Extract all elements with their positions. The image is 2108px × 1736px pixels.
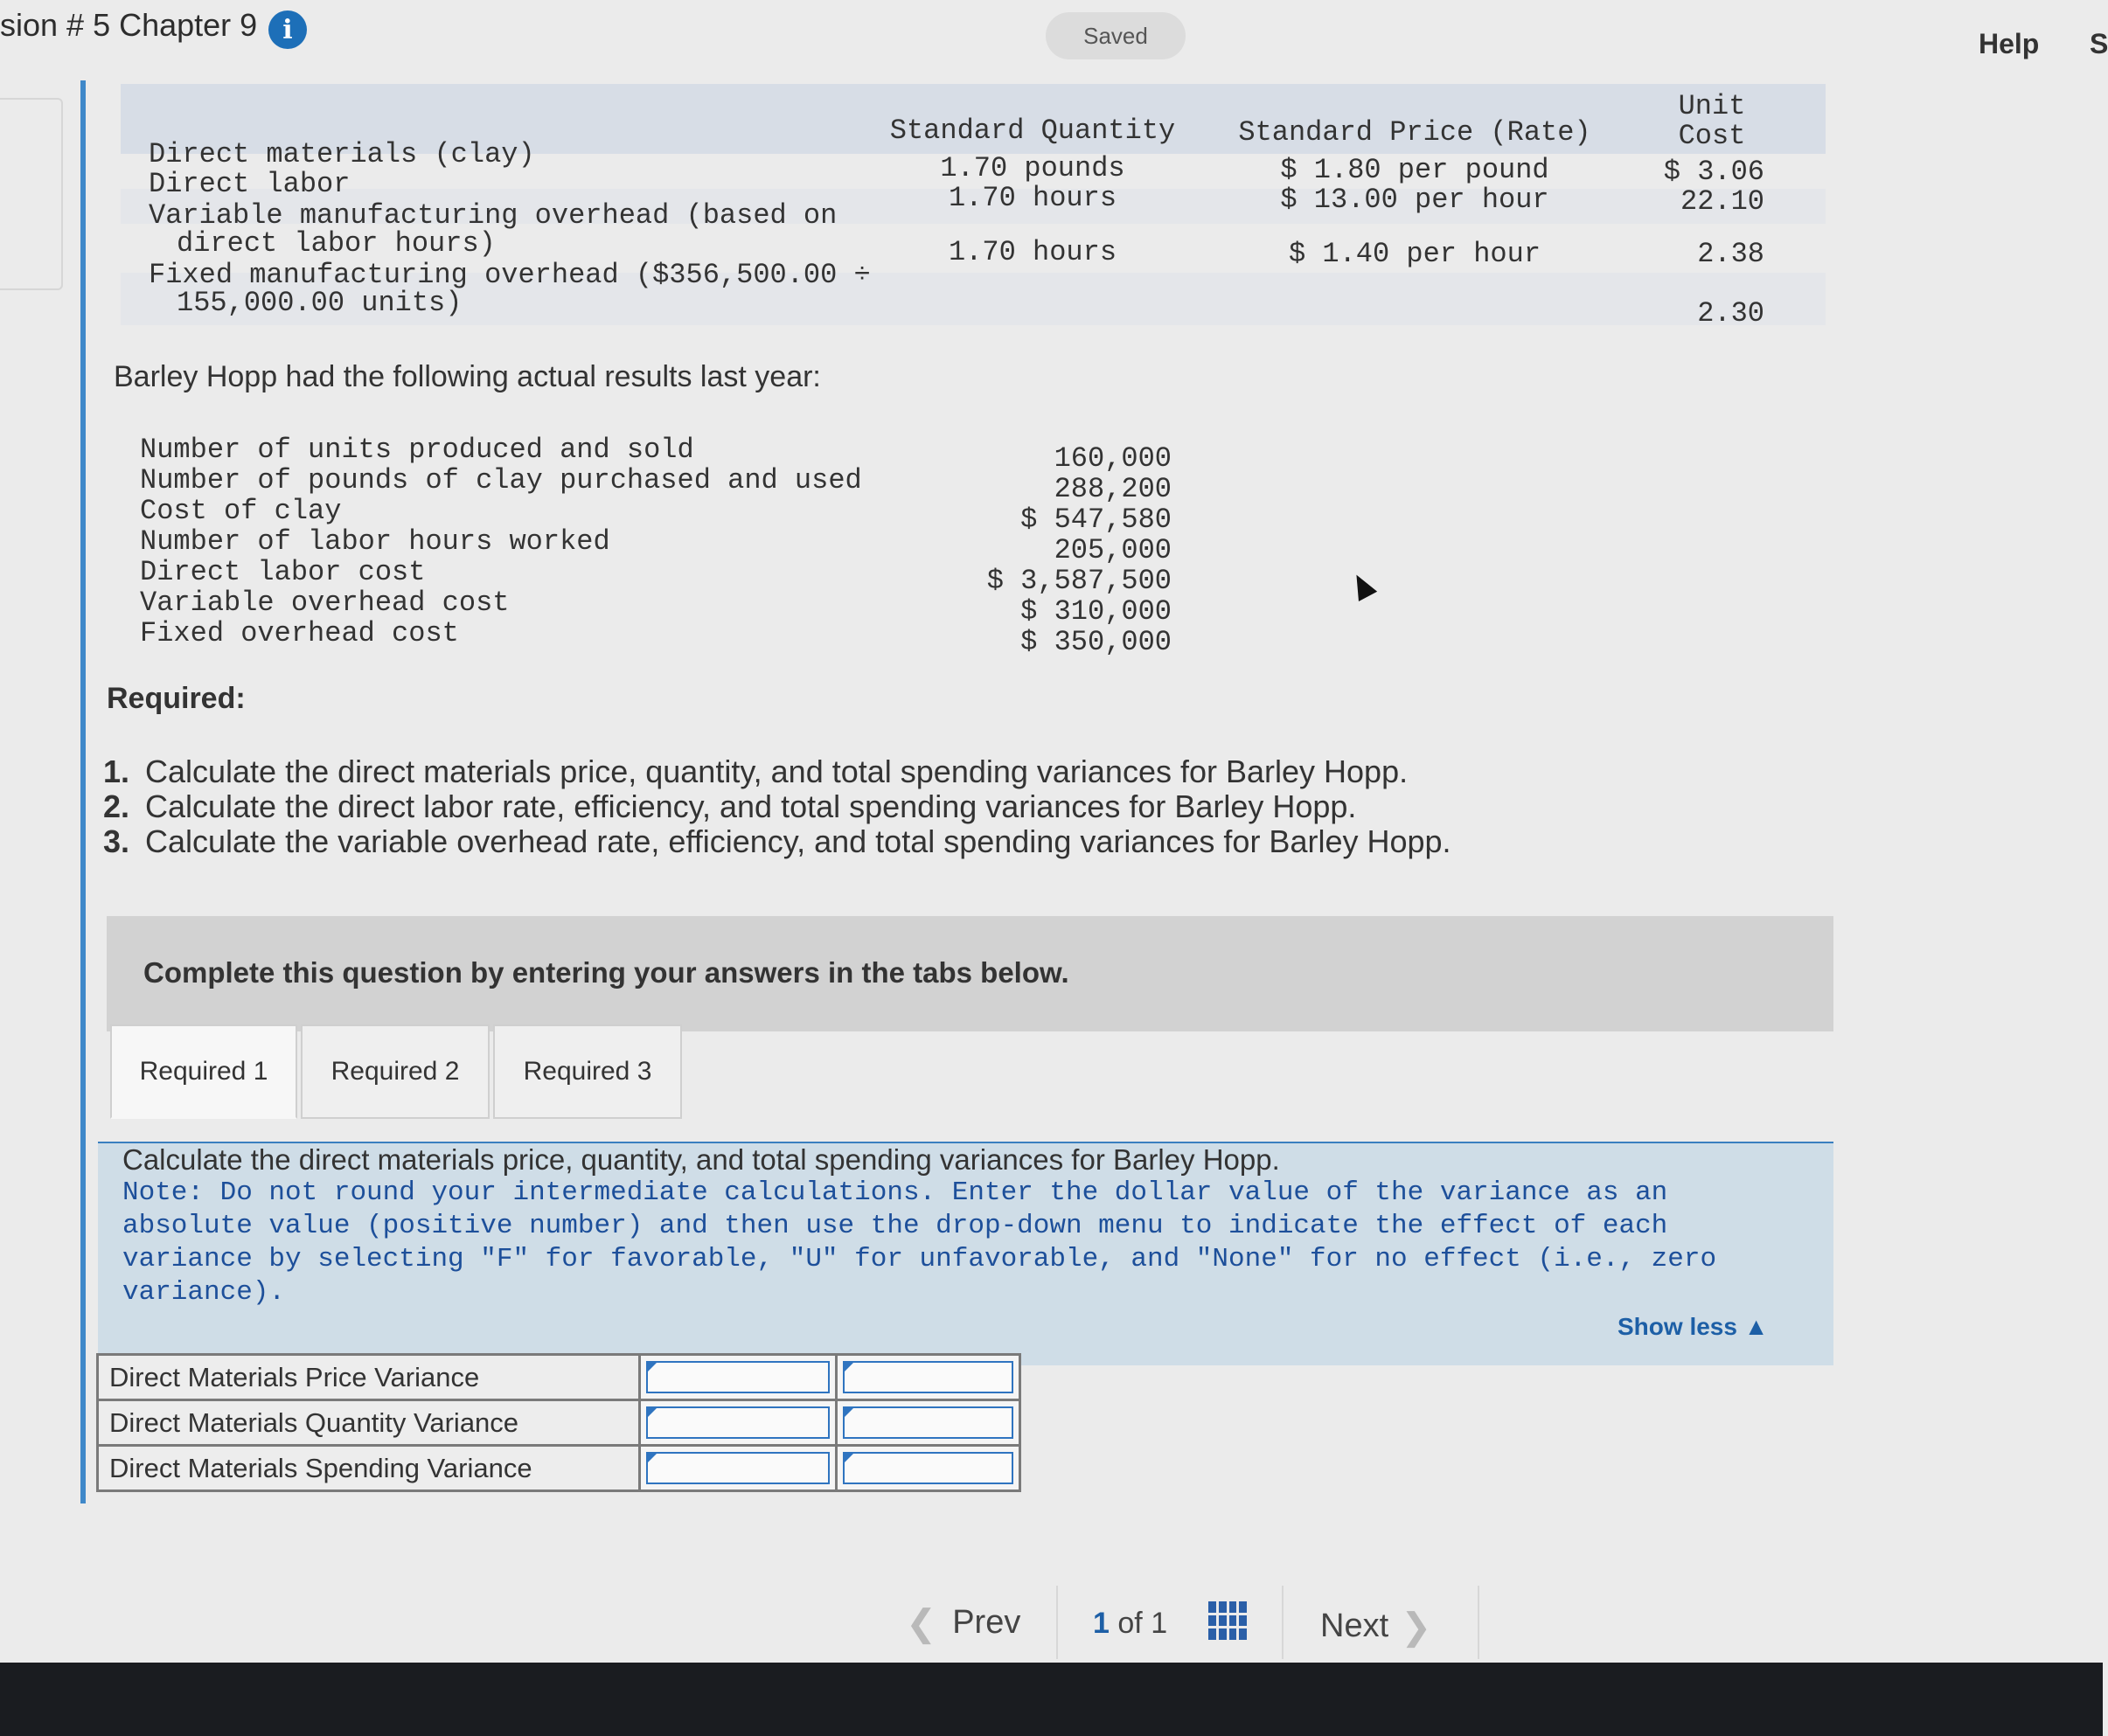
panel-prompt: Calculate the direct materials price, quantity, and total spending variances for Barley Hopp. [122,1143,1280,1176]
page-indicator [1093,1607,1167,1641]
list-item [140,617,1172,658]
assignment-title: sion # 5 Chapter 9 [0,7,258,43]
item-value: 205,000 [1054,534,1172,566]
item-value: $ 3,587,500 [986,565,1172,597]
item-text: Calculate the direct materials price, quantity, and total spending variances for Barley Hopp. [145,753,1409,789]
tab-bar [107,1024,1833,1121]
table-row [98,1400,1020,1446]
amount-input[interactable] [640,1400,837,1446]
list-item [140,434,1172,475]
row-description: Fixed manufacturing overhead ($356,500.00 ÷ [149,259,871,291]
current-page: 1 [1093,1607,1110,1640]
item-number: 3. [103,823,130,859]
amount-input[interactable] [640,1446,837,1491]
standard-cost-table [86,84,1764,330]
row-unit-cost: 2.38 [1697,238,1764,270]
list-item [140,587,1172,628]
column-header-cost-line1: Unit [1678,90,1746,122]
effect-dropdown[interactable] [837,1400,1020,1446]
row-quantity: 1.70 hours [948,182,1117,214]
column-header-quantity: Standard Quantity [889,115,1176,147]
row-unit-cost: 22.10 [1680,185,1764,218]
prev-label: Prev [952,1604,1021,1641]
instruction-banner [107,916,1833,1031]
instruction-text: Complete this question by entering your answers in the tabs below. [143,956,1069,989]
prev-button[interactable] [906,1601,1020,1644]
chevron-right-icon: ❯ [1401,1606,1432,1647]
side-panel-edge [0,98,63,290]
effect-dropdown[interactable] [837,1446,1020,1491]
row-description: Variable manufacturing overhead (based on [149,199,838,232]
row-price: $ 1.40 per hour [1288,238,1541,270]
next-label: Next [1320,1608,1389,1644]
help-link[interactable]: Help [1979,28,2040,59]
item-value: $ 350,000 [1020,626,1172,658]
list-item [140,556,1172,597]
answer-label: Direct Materials Quantity Variance [98,1400,640,1446]
item-label: Variable overhead cost [140,587,510,619]
screen-bezel [0,1663,2103,1736]
row-unit-cost: 2.30 [1697,297,1764,330]
row-quantity: 1.70 pounds [940,152,1125,184]
divider [1478,1586,1479,1659]
tab-required-1[interactable]: Required 1 [110,1024,297,1119]
actual-results-table [140,434,1172,663]
pagination [906,1582,1483,1661]
of-label: of [1117,1607,1143,1640]
list-item [140,495,1172,536]
item-value: $ 547,580 [1020,503,1172,536]
item-value: $ 310,000 [1020,595,1172,628]
panel-note: Note: Do not round your intermediate calculations. Enter the dollar value of the variance as an absolute value (positive number) and then use the drop-down menu to indicate the effect of each variance by selecting "F" for favorable, "U" for unfavorable, and "None" for no effect (i.e., zero variance). [122,1177,1717,1308]
saved-status: Saved [1046,12,1186,59]
list-item [140,525,1172,566]
answer-label: Direct Materials Spending Variance [98,1446,640,1491]
panel-text [122,1143,1801,1309]
tab-required-3[interactable]: Required 3 [493,1024,682,1119]
item-label: Number of labor hours worked [140,525,610,558]
row-description: Direct labor [149,168,351,200]
column-header-price: Standard Price (Rate) [1238,116,1591,149]
required-heading: Required: [107,682,246,715]
item-value: 288,200 [1054,473,1172,505]
item-label: Number of units produced and sold [140,434,694,466]
row-price: $ 1.80 per pound [1280,154,1549,186]
item-text: Calculate the variable overhead rate, efficiency, and total spending variances for Barley Hopp. [145,823,1451,859]
grid-icon[interactable] [1208,1601,1247,1640]
list-item [103,823,1451,858]
divider [1282,1586,1284,1659]
item-value: 160,000 [1054,442,1172,475]
item-label: Cost of clay [140,495,342,527]
divider [1056,1586,1058,1659]
required-list [103,753,1451,858]
table-row [98,1355,1020,1400]
column-header-cost-line2: Cost [1678,120,1746,152]
row-price: $ 13.00 per hour [1280,184,1549,216]
total-pages: 1 [1151,1607,1168,1640]
row-description: Direct materials (clay) [149,138,535,170]
item-text: Calculate the direct labor rate, efficiency, and total spending variances for Barley Hopp. [145,788,1357,824]
row-description-cont: 155,000.00 units) [177,287,463,319]
chevron-left-icon: ❮ [906,1602,937,1643]
answer-label: Direct Materials Price Variance [98,1355,640,1400]
next-button[interactable] [1320,1605,1431,1648]
info-icon[interactable]: i [268,10,307,49]
tab-required-2[interactable]: Required 2 [301,1024,490,1119]
list-item [140,464,1172,505]
amount-input[interactable] [640,1355,837,1400]
show-less-toggle[interactable]: Show less ▲ [1618,1313,1769,1340]
item-label: Fixed overhead cost [140,617,459,649]
table-row [98,1446,1020,1491]
tab-panel [98,1142,1833,1365]
row-quantity: 1.70 hours [948,236,1117,268]
actual-results-intro: Barley Hopp had the following actual results last year: [114,360,821,393]
item-label: Number of pounds of clay purchased and used [140,464,862,496]
item-label: Direct labor cost [140,556,426,588]
item-number: 2. [103,788,130,824]
mouse-cursor-icon [1347,570,1377,601]
header-edge-link[interactable]: S [2090,28,2108,59]
item-number: 1. [103,753,130,789]
list-item [103,788,1451,823]
answer-table [96,1353,1021,1492]
effect-dropdown[interactable] [837,1355,1020,1400]
list-item [103,753,1451,788]
row-description-cont: direct labor hours) [177,227,496,260]
row-unit-cost: $ 3.06 [1663,156,1764,188]
